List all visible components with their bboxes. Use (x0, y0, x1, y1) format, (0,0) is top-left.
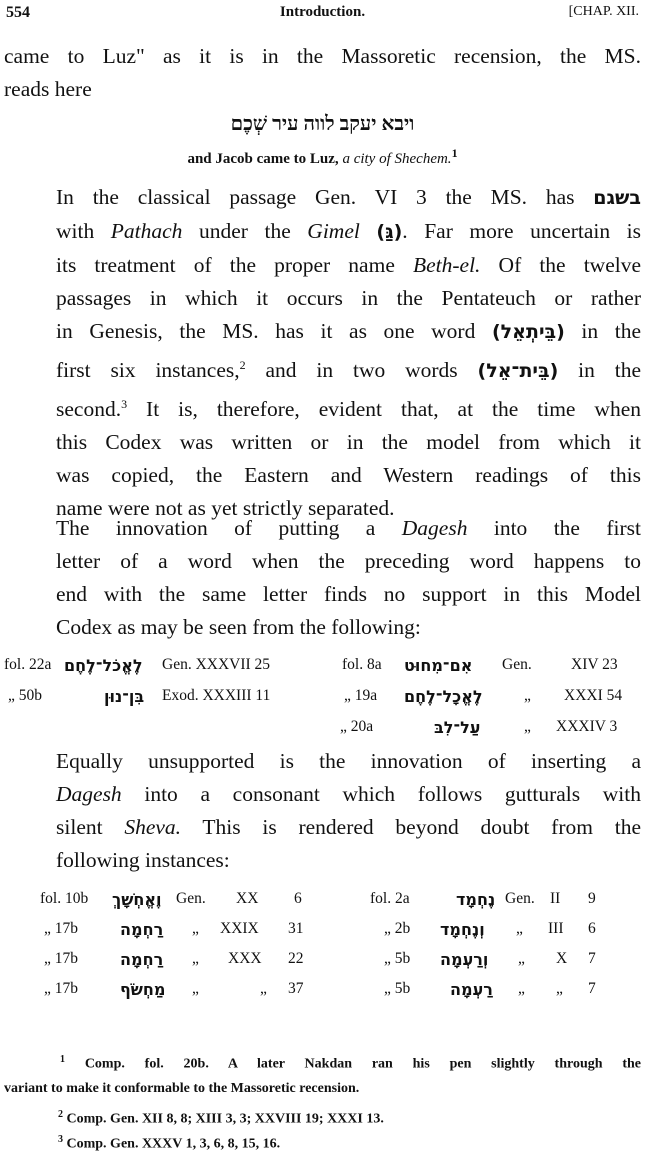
text-line: In the classical passage Gen. VI 3 the MS. has בשגם (56, 185, 641, 209)
text-line: following instances: (56, 848, 230, 872)
table-cell: 6 (588, 920, 596, 937)
footnote-ref[interactable]: 2 (239, 358, 246, 372)
table-cell: „ (516, 920, 523, 937)
table-cell: Gen. (505, 890, 535, 907)
paragraph-4 (4, 745, 641, 877)
text-line: its treatment of the proper name Beth-el. Of the twelve (56, 253, 642, 277)
table-row (40, 980, 610, 1006)
verse-ref: „ (524, 687, 531, 704)
running-header (0, 4, 645, 26)
table-cell: X (556, 950, 568, 967)
table-cell: „ (192, 950, 199, 967)
text-line: first six instances,$^2$ and in two words (בֵּית־אֵל) in the (56, 358, 642, 383)
footnote-ref[interactable]: 3 (121, 397, 128, 412)
table-cell: fol. 2a (370, 890, 410, 907)
text-line: The innovation of putting a Dagesh into the first (56, 516, 642, 540)
hebrew-word: וְרַעְמָה (440, 950, 489, 969)
verse-ref: XXXIV 3 (556, 718, 618, 735)
chapter-label: [CHAP. XII. (568, 4, 639, 19)
table-cell: „ 17b (44, 980, 79, 997)
verse-ref: XIV 23 (571, 656, 618, 673)
table-row (4, 687, 641, 713)
table-cell: XX (236, 890, 259, 907)
table-cell: „ (192, 920, 199, 937)
hebrew-word: (בֵּיתְאֵל) (491, 321, 565, 343)
hebrew-word: אִם־מִחוּט (404, 656, 473, 675)
hebrew-word: וֶאֱחְשָׁךְ (112, 890, 162, 909)
table-cell: „ (556, 980, 563, 997)
table-cell: „ 17b (44, 950, 79, 967)
table-cell: III (548, 920, 564, 937)
verse-ref: „ (524, 718, 531, 735)
verse-ref: XXXI 54 (564, 687, 623, 704)
text-line: passages in which it occurs in the Pentateuch or rather (56, 286, 641, 310)
paragraph-2 (4, 181, 641, 525)
hebrew-word: בשגם (593, 187, 641, 209)
text-line: Equally unsupported is the innovation of inserting a (56, 749, 641, 773)
folio-ref: „ 19a (344, 687, 378, 704)
paragraph-1 (4, 40, 641, 106)
folio-ref: „ 50b (8, 687, 43, 704)
hebrew-word: מַחְשֹׂף (120, 980, 166, 999)
hebrew-word: וְנֶחְמָד (440, 920, 485, 939)
verse-ref: Exod. XXXIII 11 (162, 687, 271, 704)
translation-line (0, 146, 645, 168)
table-cell: „ 17b (44, 920, 79, 937)
hebrew-word: נֶחְמָד (456, 890, 496, 909)
table-row (4, 656, 641, 682)
folio-ref: „ 20a (340, 718, 374, 735)
translation-italic: a city of Shechem. (342, 151, 452, 167)
hebrew-word: בִּן־נוּן (104, 687, 145, 706)
table-cell: „ 5b (384, 980, 411, 997)
table-cell: „ (192, 980, 199, 997)
hebrew-word: רַחְמָה (120, 950, 164, 969)
footnote-1: $^1$ Comp. fol. 20b. A later Nakdan ran his pen slightly through the variant to make it conformable to the Massoretic recension. (4, 1054, 641, 1096)
table-cell: 7 (588, 980, 596, 997)
footnote-number: 3 (58, 1134, 63, 1145)
running-title: Introduction. (279, 4, 366, 20)
text-line: in Genesis, the MS. has it as one word (בֵּיתְאֵל) in the (56, 319, 642, 343)
text-line: name were not as yet strictly separated. (56, 496, 395, 521)
table-row (4, 718, 641, 744)
table-cell: „ 5b (384, 950, 411, 967)
table-cell: 31 (288, 920, 304, 937)
text-line: was copied, the Eastern and Western readings of this (56, 463, 641, 488)
text-line: with Pathach under the Gimel (גַּ). Far more uncertain is (56, 219, 641, 243)
table-cell: II (550, 890, 561, 907)
hebrew-word: (בֵּית־אֵל) (477, 360, 559, 383)
hebrew-word: לֶאֱכָל־לֶחֶם (404, 687, 483, 706)
text-line: came to Luz" as it is in the Massoretic recension, the MS. (4, 44, 641, 68)
hebrew-word: רַעְמָה (450, 980, 493, 999)
table-cell: 7 (588, 950, 596, 967)
text-line: silent Sheva. This is rendered beyond doubt from the (56, 815, 641, 839)
table-cell: fol. 10b (40, 890, 89, 907)
text-line: second.$^3$ It is, therefore, evident that, at the time when (56, 397, 642, 422)
text-line: Codex as may be seen from the following: (56, 615, 421, 639)
footnote-number: 1 (60, 1054, 65, 1065)
text-line: Dagesh into a consonant which follows gutturals with (56, 782, 642, 806)
table-cell: „ (260, 980, 267, 997)
verse-ref: Gen. XXXVII 25 (162, 656, 271, 673)
hebrew-word: רַחְמָה (120, 920, 164, 939)
table-row (40, 890, 610, 916)
hebrew-word: עַל־לִבּ (434, 718, 481, 737)
paragraph-3 (4, 512, 641, 644)
hebrew-word: (גַּ) (376, 221, 403, 243)
text-line: end with the same letter finds no support in this Model (56, 582, 641, 606)
table-cell: 6 (294, 890, 302, 907)
table-cell: 22 (288, 950, 304, 967)
hebrew-word: לֶאֱכֹל־לֶחֶם (64, 656, 143, 675)
table-cell: „ 2b (384, 920, 411, 937)
footnote-3: $^3$ Comp. Gen. XXXV 1, 3, 6, 8, 15, 16. (58, 1134, 281, 1152)
folio-ref: fol. 22a (4, 656, 52, 673)
table-row (40, 950, 610, 976)
page-number: 554 (6, 4, 30, 21)
table-cell: „ (518, 950, 525, 967)
text-line: reads here (4, 77, 92, 101)
translation-plain: and Jacob came to Luz, (187, 151, 339, 167)
verse-ref: Gen. (502, 656, 532, 673)
table-cell: XXX (228, 950, 262, 967)
table-row (40, 920, 610, 946)
footnote-ref[interactable]: 1 (451, 146, 458, 160)
table-cell: 37 (288, 980, 304, 997)
table-cell: XXIX (220, 920, 259, 937)
table-cell: 9 (588, 890, 596, 907)
folio-ref: fol. 8a (342, 656, 382, 673)
hebrew-quote: ויבא יעקב לווה עיר שְׁכֶם (230, 113, 415, 135)
text-line: letter of a word when the preceding word happens to (56, 549, 641, 573)
table-cell: „ (518, 980, 525, 997)
table-cell: Gen. (176, 890, 206, 907)
text-line: this Codex was written or in the model from which it (56, 430, 641, 455)
footnote-2: $^2$ Comp. Gen. XII 8, 8; XIII 3, 3; XXVIII 19; XXXI 13. (58, 1109, 384, 1127)
footnote-number: 2 (58, 1109, 63, 1120)
